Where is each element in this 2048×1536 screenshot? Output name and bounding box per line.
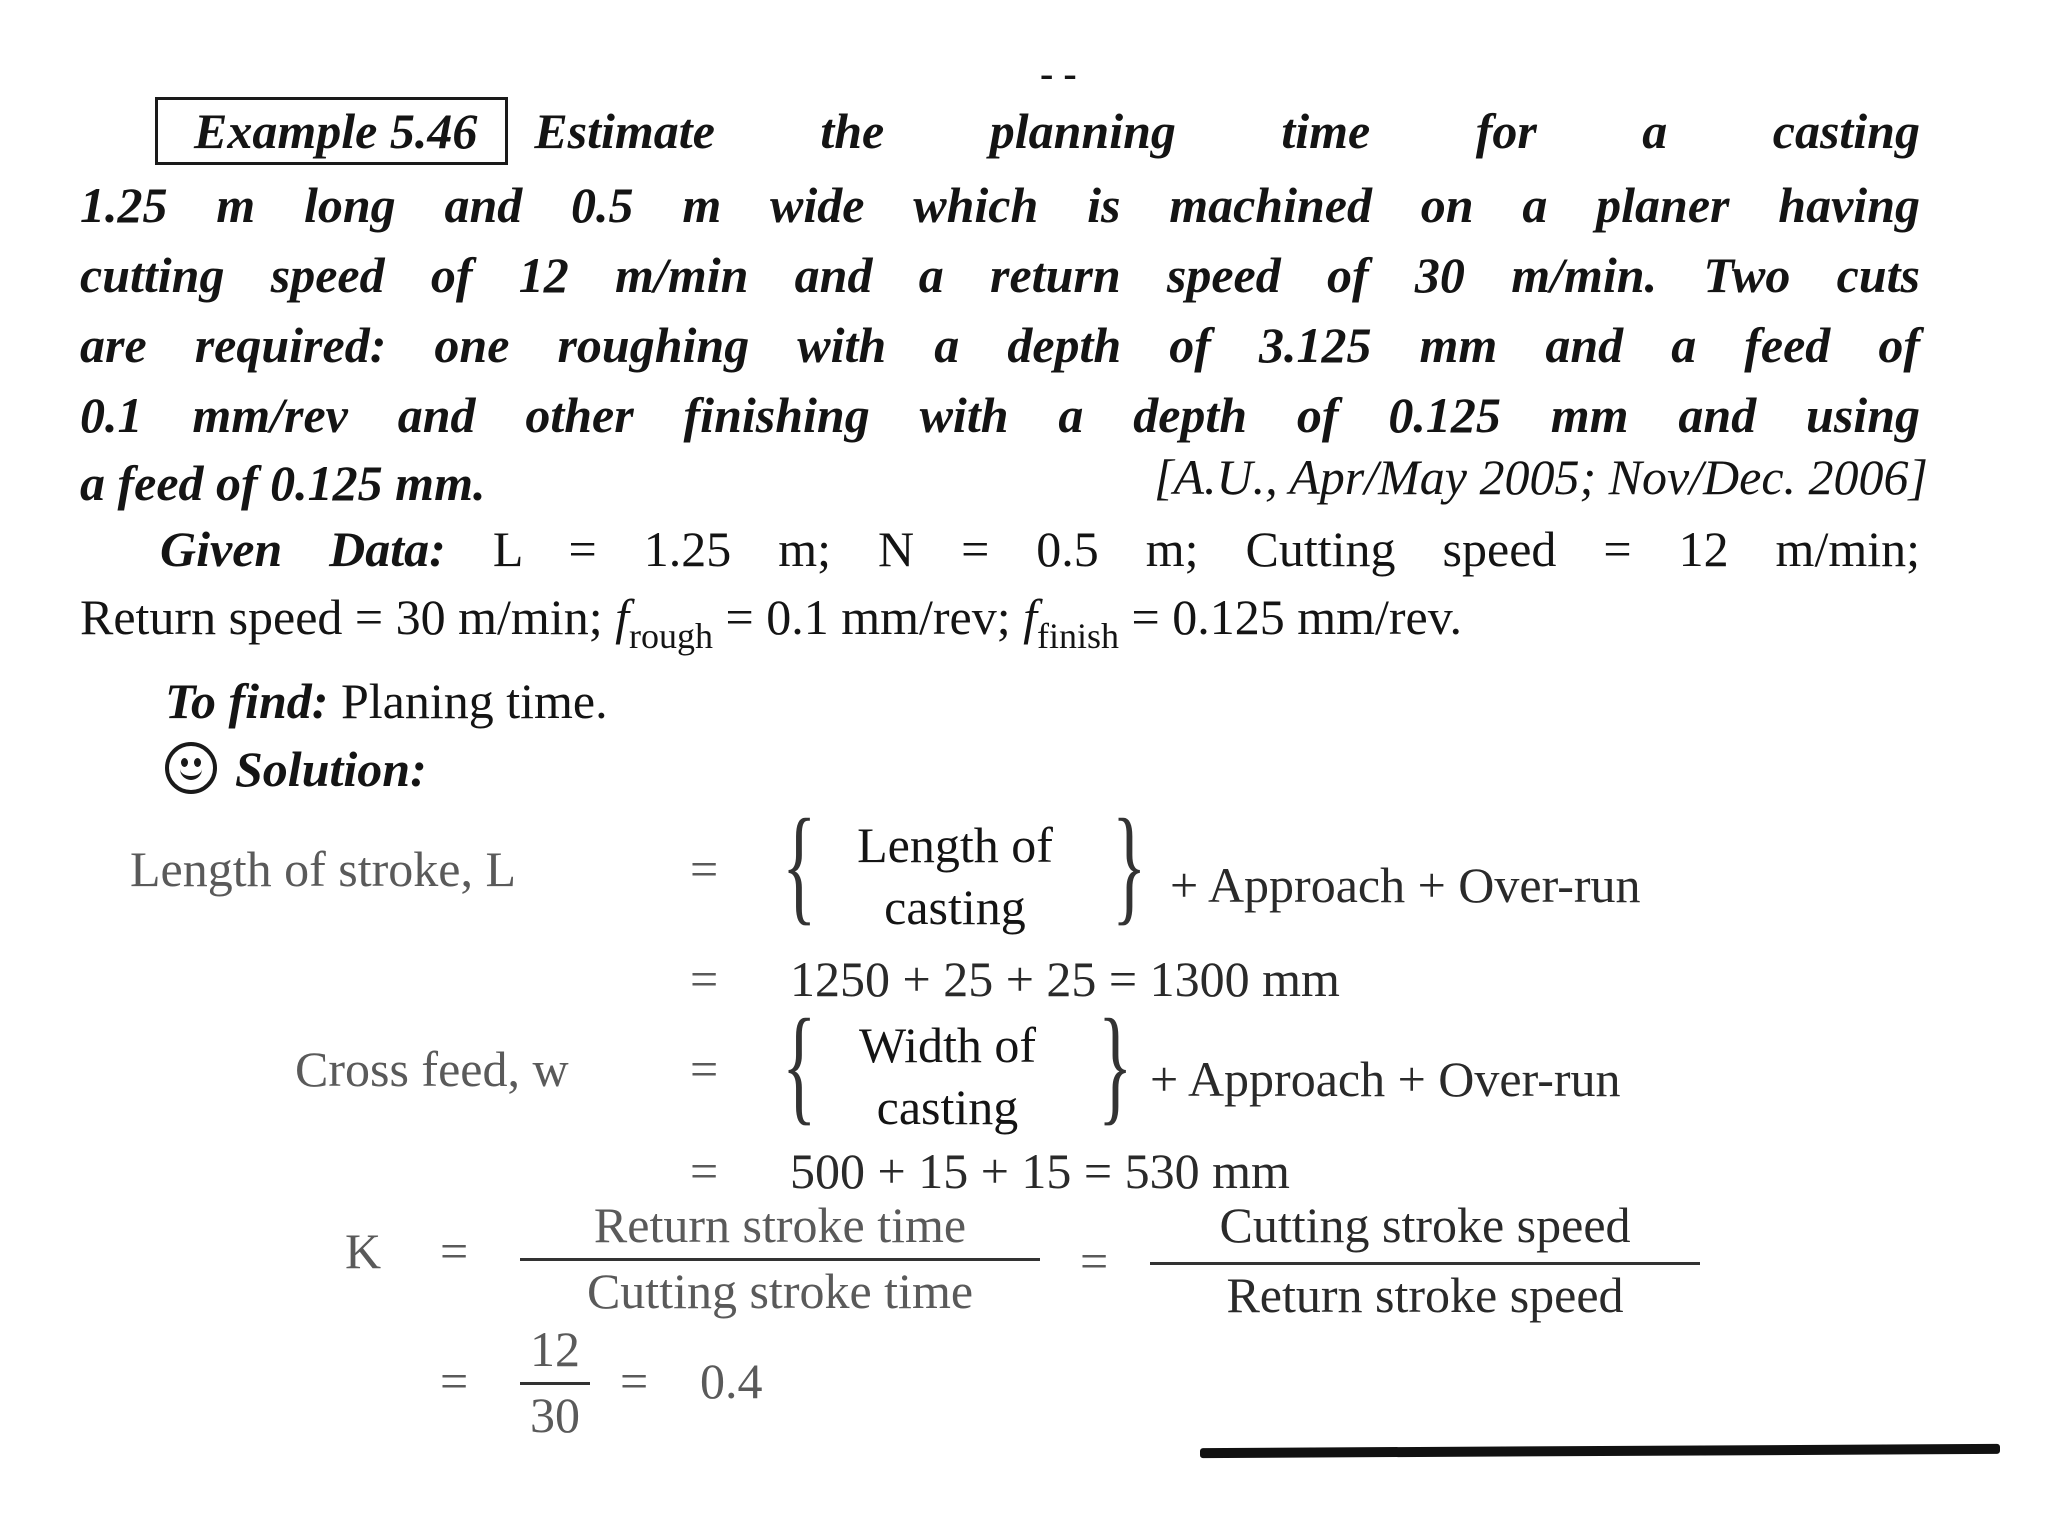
smiley-icon: [165, 742, 217, 794]
k-num-2: Cutting stroke speed: [1219, 1197, 1631, 1253]
given-line-1: [160, 520, 1920, 578]
k-den-2: Return stroke speed: [1226, 1267, 1624, 1323]
cross-right-brace: }: [1098, 993, 1133, 1137]
stroke-brace-bottom: casting: [884, 879, 1026, 935]
stroke-calc-equals: =: [690, 951, 719, 1007]
stroke-rest: + Approach + Over-run: [1170, 857, 1641, 913]
cross-brace-top: Width of: [858, 1017, 1037, 1073]
problem-text-1: Estimate the planning time for a casting: [534, 103, 1920, 159]
k-den-1: Cutting stroke time: [586, 1263, 974, 1319]
bottom-scan-edge: [1200, 1444, 2000, 1458]
problem-line-6: a feed of 0.125 mm.: [80, 455, 486, 511]
k-frac-line-3: [520, 1382, 590, 1385]
solution-label: Solution:: [235, 741, 427, 797]
problem-line-3: cutting speed of 12 m/min and a return speed of 30 m/min. Two cuts: [80, 247, 1920, 303]
problem-line-4: are required: one roughing with a depth of 3.125 mm and a feed of: [80, 317, 1920, 373]
source-citation: [A.U., Apr/May 2005; Nov/Dec. 2006]: [1154, 449, 1928, 505]
k-equals-3: =: [440, 1353, 469, 1409]
cross-left-brace: {: [782, 993, 817, 1137]
k-result: 0.4: [700, 1353, 763, 1409]
to-find-text: Planing time.: [340, 673, 608, 729]
cross-brace-content: [810, 1014, 1085, 1138]
given-text-1: L = 1.25 m; N = 0.5 m; Cutting speed = 12 m/min;: [492, 521, 1921, 577]
cross-calc: 500 + 15 + 15 = 530 mm: [790, 1143, 1290, 1199]
given-return-speed: Return speed = 30 m/min;: [80, 589, 603, 645]
to-find-line: [165, 672, 608, 730]
stroke-label: Length of stroke, L: [130, 841, 517, 897]
f-rough-value: = 0.1 mm/rev;: [725, 589, 1011, 645]
problem-line-2: 1.25 m long and 0.5 m wide which is machined on a planer having: [80, 177, 1920, 233]
k-equals: =: [440, 1223, 469, 1279]
page-top-mark: - -: [1040, 51, 1077, 96]
f-finish-value: = 0.125 mm/rev.: [1131, 589, 1462, 645]
k-num-3: 12: [530, 1321, 580, 1377]
k-frac-line-1: [520, 1258, 1040, 1261]
solution-heading: [165, 740, 427, 798]
f-finish-sub: finish: [1037, 616, 1120, 656]
k-equals-2: =: [1080, 1233, 1109, 1289]
problem-line-1: [155, 96, 1920, 166]
f-finish-symbol: f: [1023, 589, 1038, 645]
k-den-3: 30: [530, 1387, 580, 1443]
cross-label: Cross feed, w: [295, 1041, 569, 1097]
k-equals-4: =: [620, 1353, 649, 1409]
stroke-calc: 1250 + 25 + 25 = 1300 mm: [790, 951, 1340, 1007]
given-line-2: [80, 588, 1462, 656]
k-num-1: Return stroke time: [593, 1197, 967, 1253]
k-frac-line-2: [1150, 1262, 1700, 1265]
stroke-brace-content: [810, 814, 1100, 938]
given-label: Given Data:: [160, 521, 446, 577]
to-find-label: To find:: [165, 673, 329, 729]
problem-line-5: 0.1 mm/rev and other finishing with a depth of 0.125 mm and using: [80, 387, 1920, 443]
f-rough-symbol: f: [615, 589, 629, 645]
stroke-left-brace: {: [782, 793, 817, 937]
stroke-equals: =: [690, 841, 719, 897]
cross-calc-equals: =: [690, 1143, 719, 1199]
example-label: Example 5.46: [155, 97, 508, 165]
stroke-brace-top: Length of: [857, 817, 1053, 873]
cross-equals: =: [690, 1041, 719, 1097]
cross-brace-bottom: casting: [876, 1079, 1019, 1135]
f-rough-sub: rough: [629, 616, 713, 656]
stroke-right-brace: }: [1112, 793, 1147, 937]
k-label: K: [345, 1223, 382, 1279]
cross-rest: + Approach + Over-run: [1150, 1051, 1621, 1107]
